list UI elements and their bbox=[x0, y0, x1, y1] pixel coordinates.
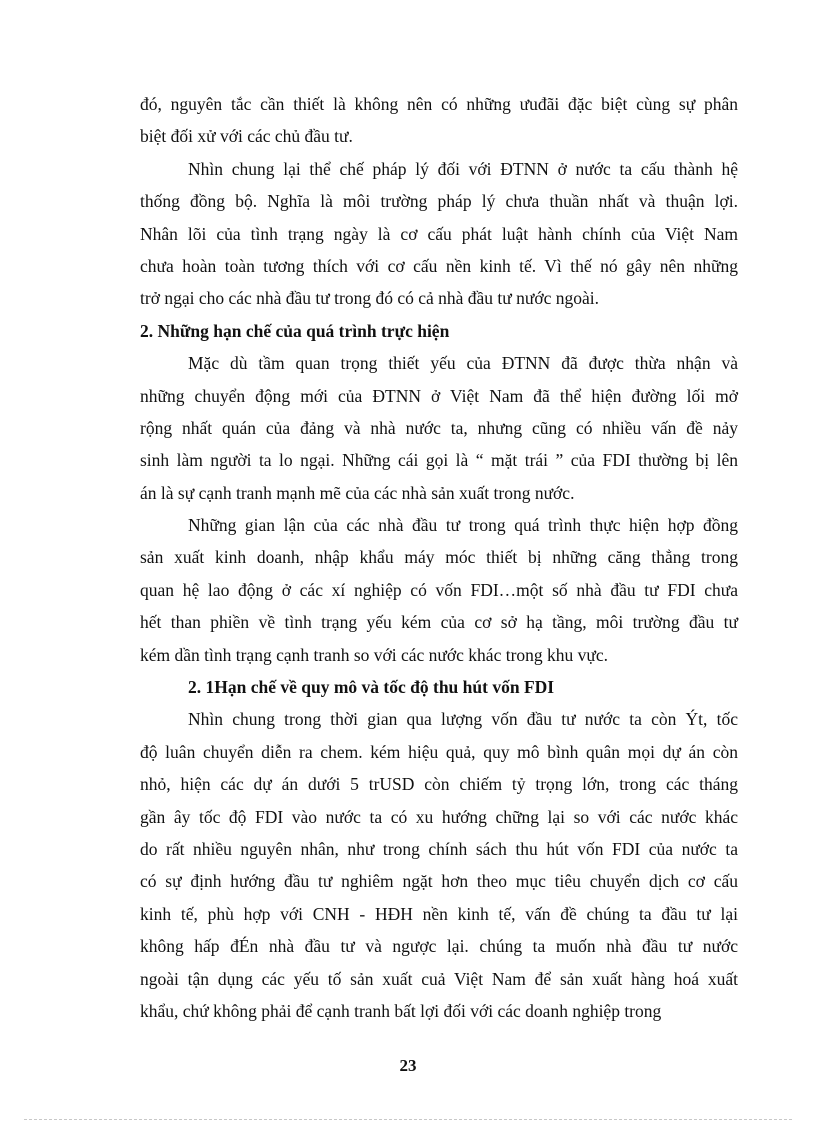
body-line: kém dần tình trạng cạnh tranh so với các nước khác trong khu vực. bbox=[140, 644, 609, 665]
paragraph-first-line: Nhìn chung lại thể chế pháp lý đối với ĐTNN ở nước ta cấu thành hệ bbox=[188, 158, 738, 179]
body-text bbox=[140, 88, 738, 1027]
subsection-heading: 2. 1Hạn chế về quy mô và tốc độ thu hút vốn FDI bbox=[188, 677, 555, 698]
body-line: ngoài tận dụng các yếu tố sản xuất cuả Việt Nam để sản xuất hàng hoá xuất bbox=[140, 968, 738, 989]
body-line: án là sự cạnh tranh mạnh mẽ của các nhà sản xuất trong nước. bbox=[140, 482, 575, 503]
body-line: đó, nguyên tắc cần thiết là không nên có những ưuđãi đặc biệt cùng sự phân bbox=[140, 94, 738, 114]
body-line: không hấp đÉn nhà đầu tư và ngược lại. chúng ta muốn nhà đầu tư nước bbox=[140, 936, 738, 957]
body-line: rộng nhất quán của đảng và nhà nước ta, nhưng cũng có nhiều vấn đề nảy bbox=[140, 417, 738, 438]
page-number: 23 bbox=[399, 1056, 417, 1075]
body-line: chưa hoàn toàn tương thích với cơ cấu nền kinh tế. Vì thế nó gây nên những bbox=[140, 255, 738, 276]
body-line: sản xuất kinh doanh, nhập khẩu máy móc thiết bị những căng thẳng trong bbox=[140, 547, 738, 568]
section-heading: 2. Những hạn chế của quá trình trực hiện bbox=[140, 320, 450, 341]
body-line: hết than phiền về tình trạng yếu kém của cơ sở hạ tầng, môi trường đầu tư bbox=[140, 612, 738, 633]
body-line: khẩu, chứ không phải để cạnh tranh bất lợi đối với các doanh nghiệp trong bbox=[140, 1000, 662, 1021]
body-line: những chuyển động mới của ĐTNN ở Việt Nam đã thể hiện đường lối mở bbox=[140, 385, 738, 406]
body-line: nhỏ, hiện các dự án dưới 5 trUSD còn chiếm tỷ trọng lớn, trong các tháng bbox=[140, 774, 738, 795]
body-line: trở ngại cho các nhà đầu tư trong đó có cả nhà đầu tư nước ngoài. bbox=[140, 288, 600, 309]
body-line: Nhân lõi của tình trạng ngày là cơ cấu phát luật hành chính của Việt Nam bbox=[140, 223, 738, 244]
body-line: kinh tế, phù hợp với CNH - HĐH nền kinh tế, vấn đề chúng ta đầu tư lại bbox=[140, 903, 738, 924]
body-line: do rất nhiều nguyên nhân, như trong chính sách thu hút vốn FDI của nước ta bbox=[140, 838, 738, 859]
body-line: biệt đối xử với các chủ đầu tư. bbox=[140, 126, 353, 147]
paragraph-first-line: Những gian lận của các nhà đầu tư trong quá trình thực hiện hợp đồng bbox=[188, 515, 738, 536]
body-line: sinh làm người ta lo ngại. Những cái gọi là “ mặt trái ” của FDI thường bị lên bbox=[140, 450, 738, 471]
body-line: gần ây tốc độ FDI vào nước ta có xu hướng chững lại so với các nước khác bbox=[140, 806, 738, 827]
page-divider bbox=[24, 1119, 792, 1120]
body-line: thống đồng bộ. Nghĩa là môi trường pháp lý chưa thuần nhất và thuận lợi. bbox=[140, 191, 738, 212]
paragraph-first-line: Nhìn chung trong thời gian qua lượng vốn đầu tư nước ta còn Ýt, tốc bbox=[188, 709, 738, 730]
paragraph-first-line: Mặc dù tầm quan trọng thiết yếu của ĐTNN đã được thừa nhận và bbox=[188, 353, 738, 374]
body-line: quan hệ lao động ở các xí nghiệp có vốn FDI…một số nhà đầu tư FDI chưa bbox=[140, 579, 738, 600]
body-line: độ luân chuyển diễn ra chem. kém hiệu quả, quy mô bình quân mọi dự án còn bbox=[140, 741, 738, 762]
body-line: có sự định hướng đầu tư nghiêm ngặt hơn theo mục tiêu chuyển dịch cơ cấu bbox=[140, 871, 738, 892]
